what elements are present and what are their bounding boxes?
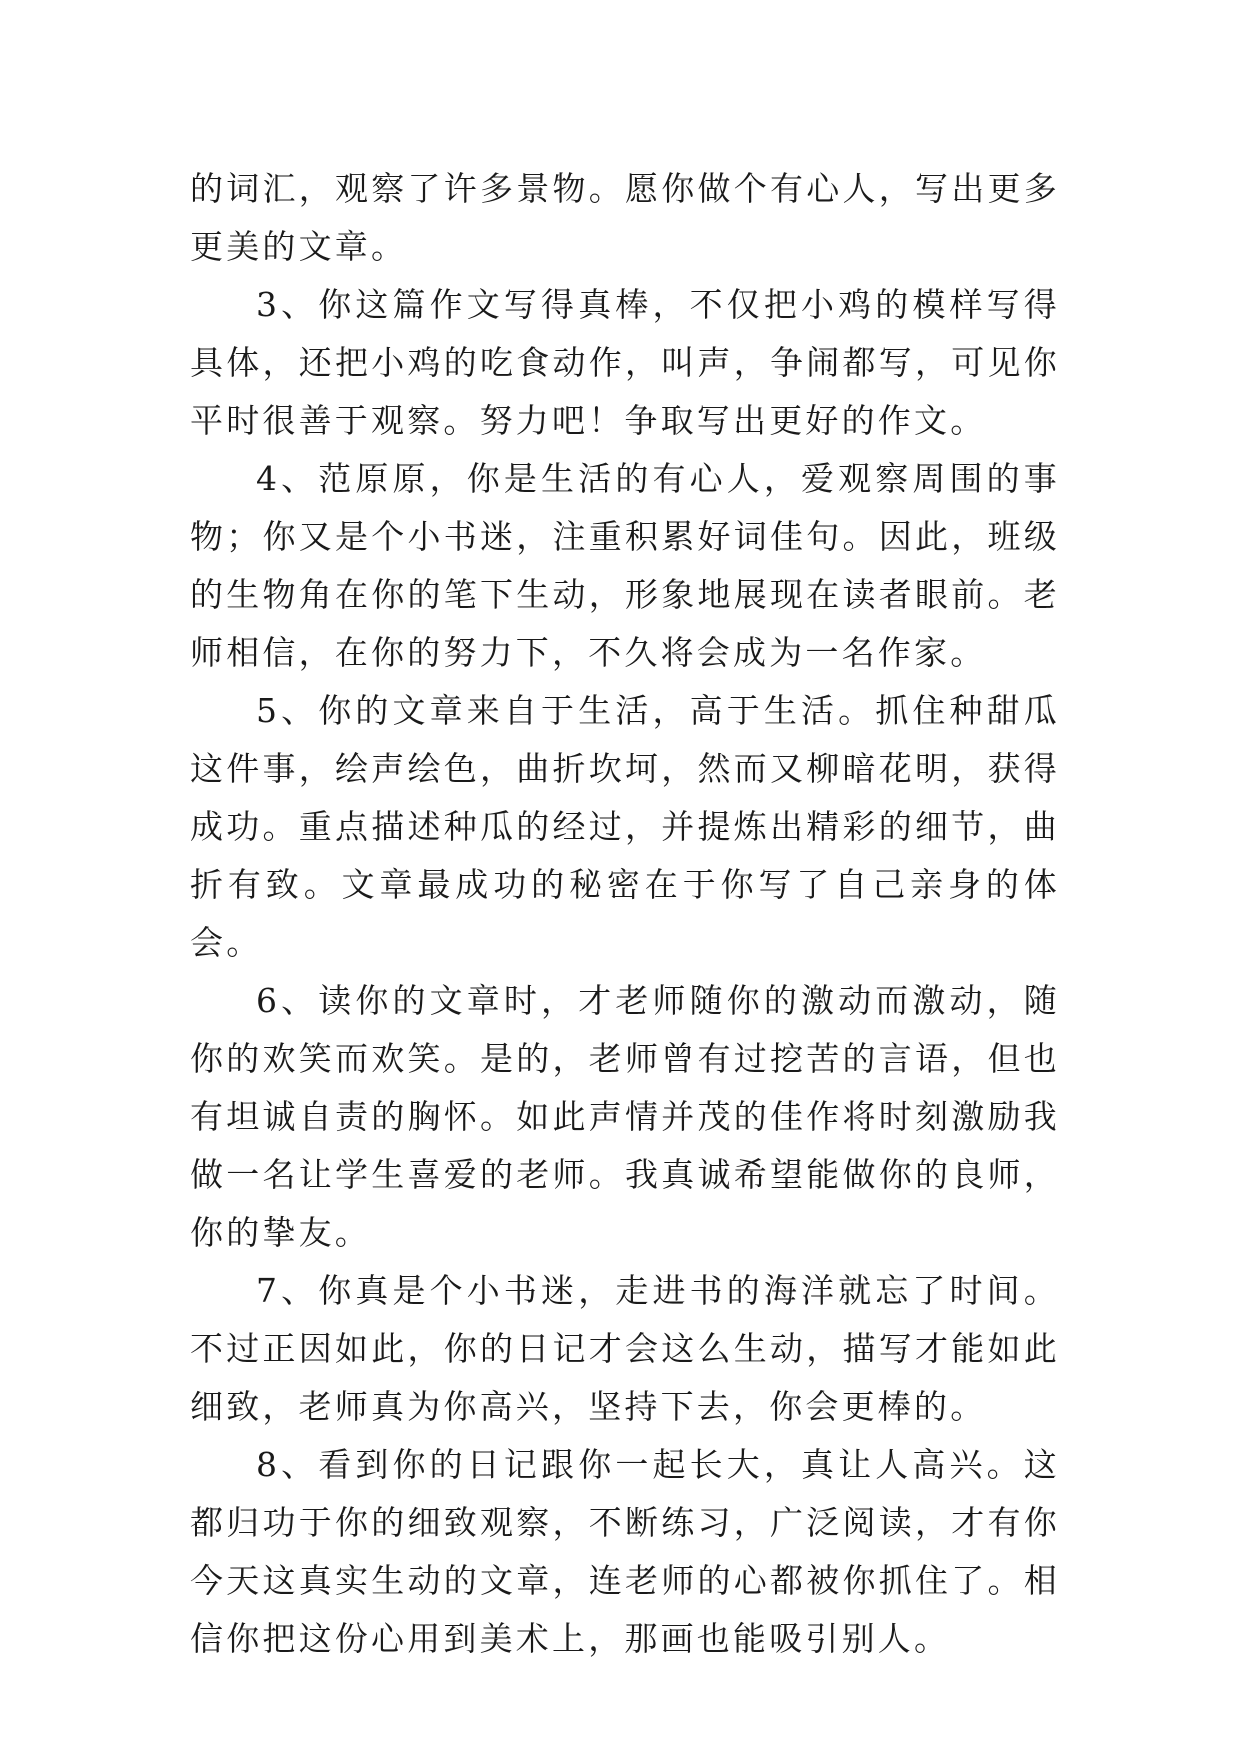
paragraph-comment-8: 8、看到你的日记跟你一起长大，真让人高兴。这都归功于你的细致观察，不断练习，广泛阅读，才有你今天这真实生动的文章，连老师的心都被你抓住了。相信你把这份心用到美术上，那画也能吸引别人。 <box>190 1445 1060 1658</box>
document-body <box>190 160 1060 1668</box>
paragraph-comment-3: 3、你这篇作文写得真棒，不仅把小鸡的模样写得具体，还把小鸡的吃食动作，叫声，争闹都写，可见你平时很善于观察。努力吧！争取写出更好的作文。 <box>190 285 1060 440</box>
paragraph-continuation: 的词汇，观察了许多景物。愿你做个有心人，写出更多更美的文章。 <box>190 169 1060 266</box>
paragraph-comment-5: 5、你的文章来自于生活，高于生活。抓住种甜瓜这件事，绘声绘色，曲折坎坷，然而又柳暗花明，获得成功。重点描述种瓜的经过，并提炼出精彩的细节，曲折有致。文章最成功的秘密在于你写了自己亲身的体会。 <box>190 691 1060 962</box>
paragraph-comment-4: 4、范原原，你是生活的有心人，爱观察周围的事物；你又是个小书迷，注重积累好词佳句。因此，班级的生物角在你的笔下生动，形象地展现在读者眼前。老师相信，在你的努力下，不久将会成为一名作家。 <box>190 459 1060 672</box>
paragraph-comment-7: 7、你真是个小书迷，走进书的海洋就忘了时间。不过正因如此，你的日记才会这么生动，描写才能如此细致，老师真为你高兴，坚持下去，你会更棒的。 <box>190 1271 1060 1426</box>
paragraph-comment-6: 6、读你的文章时，才老师随你的激动而激动，随你的欢笑而欢笑。是的，老师曾有过挖苦的言语，但也有坦诚自责的胸怀。如此声情并茂的佳作将时刻激励我做一名让学生喜爱的老师。我真诚希望能做你的良师，你的挚友。 <box>190 981 1060 1252</box>
